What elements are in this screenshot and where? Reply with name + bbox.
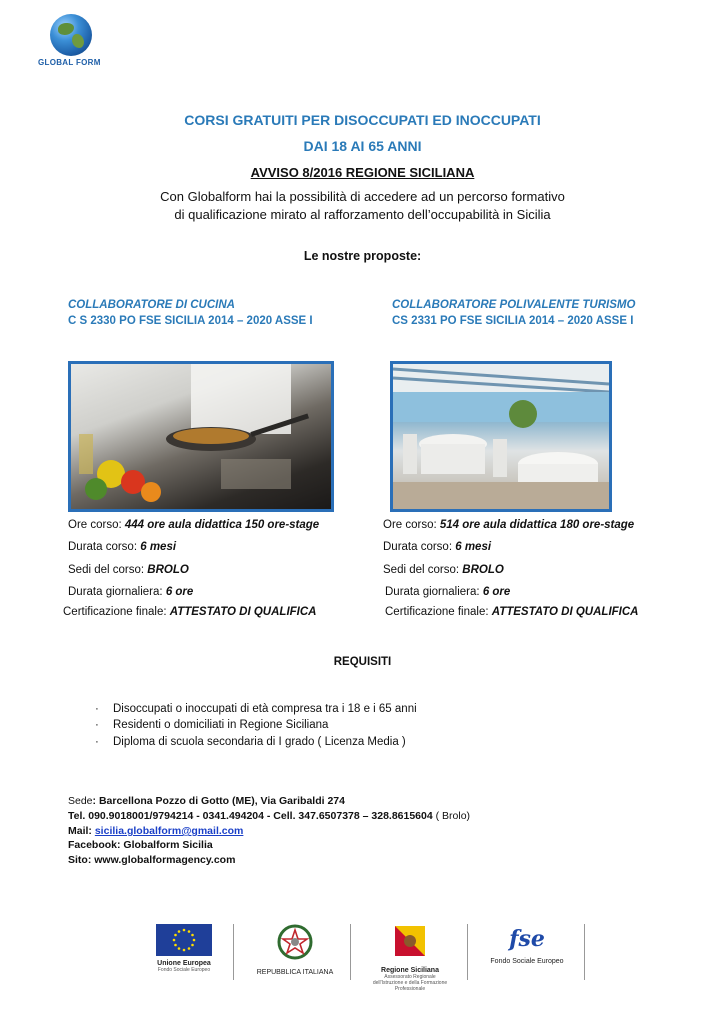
- requisito-item: [95, 736, 406, 748]
- course-1-durata: [68, 541, 176, 553]
- course-2-certificazione: [385, 606, 638, 618]
- requisito-text: Residenti o domiciliati in Regione Siciliana: [113, 719, 329, 731]
- sede-address: [68, 794, 345, 808]
- sedi-label: Sedi del corso:: [68, 564, 148, 576]
- separator: [467, 924, 468, 980]
- course-2-title: COLLABORATORE POLIVALENTE TURISMO: [392, 299, 636, 311]
- tel-suffix: ( Brolo): [432, 810, 471, 822]
- telephone-line: [68, 809, 470, 823]
- ore-label: Ore corso:: [68, 519, 125, 531]
- kitchen-chef-photo: [68, 361, 334, 512]
- requisito-item: [95, 719, 328, 731]
- main-title: CORSI GRATUITI PER DISOCCUPATI ED INOCCUPATI: [184, 112, 541, 128]
- requisito-item: [95, 703, 417, 715]
- ue-sub: Fondo Sociale Europeo: [157, 967, 211, 973]
- course-2-giornaliera: [385, 586, 510, 598]
- course-1-ore: [68, 519, 319, 531]
- course-1-certificazione: [63, 606, 316, 618]
- ore-value: 514 ore aula didattica 180 ore-stage: [439, 519, 635, 531]
- rs-sub: Assessorato Regionale dell'Istruzione e della Formazione Professionale: [372, 974, 448, 992]
- giornaliera-value: 6 ore: [165, 586, 194, 598]
- rs-label: Regione Siciliana: [381, 967, 439, 974]
- repubblica-italiana-logo: [250, 924, 340, 984]
- website-value: Sito: www.globalformagency.com: [68, 854, 236, 866]
- course-2-sedi: [383, 564, 504, 576]
- fse-logo: [488, 924, 566, 984]
- ue-label: Unione Europea: [157, 960, 211, 967]
- website-line: [68, 853, 235, 867]
- trinacria-icon: [393, 924, 427, 958]
- requisiti-heading: REQUISITI: [333, 656, 392, 668]
- intro-text: [0, 188, 725, 224]
- fse-mark: fse: [509, 926, 545, 952]
- italian-emblem-icon: [277, 924, 313, 960]
- eu-flag-icon: [156, 924, 212, 956]
- requisito-text: Disoccupati o inoccupati di età compresa tra i 18 e i 65 anni: [113, 703, 417, 715]
- course-2-code: CS 2331 PO FSE SICILIA 2014 – 2020 ASSE I: [392, 315, 634, 327]
- cert-value: ATTESTATO DI QUALIFICA: [169, 606, 317, 618]
- giornaliera-value: 6 ore: [482, 586, 511, 598]
- intro-line-2: di qualificazione mirato al rafforzamento dell’occupabilità in Sicilia: [174, 207, 551, 222]
- facebook-value: Facebook: Globalform Sicilia: [68, 839, 213, 851]
- cert-value: ATTESTATO DI QUALIFICA: [491, 606, 639, 618]
- requisito-text: Diploma di scuola secondaria di I grado ( Licenza Media ): [113, 736, 406, 748]
- ue-logo: [145, 924, 223, 984]
- durata-value: 6 mesi: [140, 541, 177, 553]
- separator: [584, 924, 585, 980]
- sede-label: Sede: [68, 795, 93, 807]
- facebook-line: [68, 838, 213, 852]
- course-2-ore: [383, 519, 634, 531]
- bullet: ·: [95, 719, 99, 731]
- globalform-logo-globe-icon: [50, 14, 92, 56]
- course-1-title: COLLABORATORE DI CUCINA: [68, 299, 235, 311]
- restaurant-terrace-photo: [390, 361, 612, 512]
- course-1-code: C S 2330 PO FSE SICILIA 2014 – 2020 ASSE I: [68, 315, 313, 327]
- regione-siciliana-logo: [370, 924, 450, 992]
- cert-label: Certificazione finale:: [385, 606, 492, 618]
- ri-label: REPUBBLICA ITALIANA: [256, 969, 334, 976]
- logo-text: GLOBAL FORM: [38, 58, 101, 67]
- email-link[interactable]: sicilia.globalform@gmail.com: [94, 825, 244, 837]
- separator: [350, 924, 351, 980]
- ore-value: 444 ore aula didattica 150 ore-stage: [124, 519, 320, 531]
- fse-label: Fondo Sociale Europeo: [490, 958, 564, 965]
- bullet: ·: [95, 736, 99, 748]
- giornaliera-label: Durata giornaliera:: [68, 586, 166, 598]
- intro-line-1: Con Globalform hai la possibilità di accedere ad un percorso formativo: [160, 189, 565, 204]
- course-1-giornaliera: [68, 586, 193, 598]
- durata-value: 6 mesi: [455, 541, 492, 553]
- bullet: ·: [95, 703, 99, 715]
- durata-label: Durata corso:: [68, 541, 141, 553]
- mail-label: Mail:: [68, 825, 95, 837]
- separator: [233, 924, 234, 980]
- tel-value: Tel. 090.9018001/9794214 - 0341.494204 - Cell. 347.6507378 – 328.8615604: [68, 810, 433, 822]
- giornaliera-label: Durata giornaliera:: [385, 586, 483, 598]
- mail-line: [68, 824, 243, 838]
- sedi-label: Sedi del corso:: [383, 564, 463, 576]
- cert-label: Certificazione finale:: [63, 606, 170, 618]
- sedi-value: BROLO: [462, 564, 504, 576]
- sede-value: : Barcellona Pozzo di Gotto (ME), Via Garibaldi 274: [92, 795, 345, 807]
- sedi-value: BROLO: [147, 564, 189, 576]
- proposte-heading: Le nostre proposte:: [303, 249, 422, 263]
- course-1-sedi: [68, 564, 189, 576]
- durata-label: Durata corso:: [383, 541, 456, 553]
- age-range-title: DAI 18 AI 65 ANNI: [303, 138, 422, 154]
- avviso-heading: AVVISO 8/2016 REGIONE SICILIANA: [250, 165, 475, 180]
- ore-label: Ore corso:: [383, 519, 440, 531]
- course-2-durata: [383, 541, 491, 553]
